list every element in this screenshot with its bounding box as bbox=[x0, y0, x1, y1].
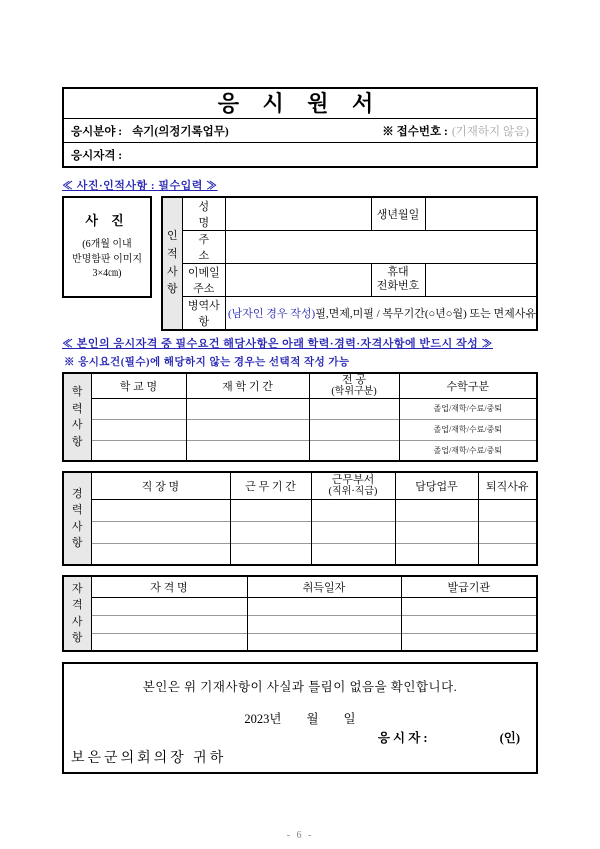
career-vertical-label: 경력사항 bbox=[63, 472, 91, 565]
military-service-input-cell[interactable] bbox=[225, 297, 537, 331]
field-value: 속기(의정기록업무) bbox=[132, 125, 229, 138]
address-label: 주 소 bbox=[182, 231, 225, 264]
work-period-input-cell[interactable] bbox=[230, 543, 311, 565]
enrollment-period-header: 재 학 기 간 bbox=[186, 373, 309, 398]
duty-input-cell[interactable] bbox=[395, 521, 478, 543]
department-input-cell[interactable] bbox=[311, 499, 395, 521]
qualification-label: 응시자격 : bbox=[71, 149, 123, 162]
duty-input-cell[interactable] bbox=[395, 543, 478, 565]
issuing-agency-input-cell[interactable] bbox=[401, 615, 537, 633]
certificate-name-input-cell[interactable] bbox=[91, 597, 247, 615]
acquisition-date-input-cell[interactable] bbox=[247, 597, 401, 615]
workplace-header: 직 장 명 bbox=[91, 472, 230, 499]
enrollment-period-input-cell[interactable] bbox=[186, 440, 309, 461]
photo-note-line1: (6개월 이내 bbox=[82, 239, 132, 251]
email-input-cell[interactable] bbox=[225, 264, 371, 297]
photo-personal-section bbox=[62, 196, 538, 331]
receipt-note: (기재하지 않음) bbox=[451, 125, 529, 138]
duty-input-cell[interactable] bbox=[395, 499, 478, 521]
resignation-reason-input-cell[interactable] bbox=[478, 499, 537, 521]
certificate-vertical-label: 자격사항 bbox=[63, 576, 91, 651]
major-input-cell[interactable] bbox=[309, 419, 399, 440]
personal-vertical-label: 인적사항 bbox=[162, 197, 182, 330]
applicant-label: 응 시 자 : bbox=[377, 731, 428, 745]
requirements-subnote: ※ 응시요건(필수)에 해당하지 않는 경우는 선택적 작성 가능 bbox=[64, 357, 350, 368]
military-note-blue: (남자인 경우 작성) bbox=[227, 308, 316, 320]
field-row bbox=[64, 118, 536, 142]
acquisition-date-input-cell[interactable] bbox=[247, 615, 401, 633]
work-period-input-cell[interactable] bbox=[230, 499, 311, 521]
email-label: 이메일주소 bbox=[182, 264, 225, 297]
duty-header: 담당업무 bbox=[395, 472, 478, 499]
resignation-reason-header: 퇴직사유 bbox=[478, 472, 537, 499]
certificate-name-input-cell[interactable] bbox=[91, 633, 247, 651]
photo-note-line2: 반명함판 이미지 bbox=[71, 253, 143, 265]
major-header: 전 공 (학위구분) bbox=[309, 373, 399, 398]
mobile-phone-input-cell[interactable] bbox=[425, 264, 537, 297]
career-table bbox=[62, 471, 538, 566]
signature-input-area[interactable] bbox=[428, 728, 500, 746]
form-title: 응 시 원 서 bbox=[217, 91, 383, 116]
school-name-input-cell[interactable] bbox=[91, 398, 186, 419]
acquisition-date-header: 취득일자 bbox=[247, 576, 401, 597]
photo-note-line3: 3×4㎝) bbox=[92, 268, 122, 280]
workplace-input-cell[interactable] bbox=[91, 499, 230, 521]
declaration-statement: 본인은 위 기재사항이 사실과 틀림이 없음을 확인합니다. bbox=[142, 680, 458, 694]
requirements-heading: ≪ 본인의 응시자격 중 필수요건 해당사항은 아래 학력·경력·자격사항에 반드시 작성 ≫ bbox=[62, 338, 493, 350]
certificate-name-input-cell[interactable] bbox=[91, 615, 247, 633]
declaration-date: 2023년 월 일 bbox=[244, 712, 356, 726]
completion-options[interactable]: 졸업/재학/수료/중퇴 bbox=[399, 440, 537, 461]
issuing-agency-input-cell[interactable] bbox=[401, 597, 537, 615]
qualification-input-area[interactable] bbox=[132, 143, 529, 166]
birthdate-input-cell[interactable] bbox=[425, 197, 537, 231]
mobile-phone-label: 휴대 전화번호 bbox=[371, 264, 425, 297]
seal-label: (인) bbox=[499, 731, 520, 745]
resignation-reason-input-cell[interactable] bbox=[478, 543, 537, 565]
military-service-label: 병역사항 bbox=[182, 297, 225, 331]
qualification-row bbox=[64, 142, 536, 166]
applicant-signature-row bbox=[378, 728, 520, 746]
work-period-input-cell[interactable] bbox=[230, 521, 311, 543]
enrollment-period-input-cell[interactable] bbox=[186, 398, 309, 419]
certificate-table bbox=[62, 575, 538, 652]
issuing-agency-header: 발급기관 bbox=[401, 576, 537, 597]
form-header-box bbox=[62, 87, 538, 168]
certificate-name-header: 자 격 명 bbox=[91, 576, 247, 597]
department-input-cell[interactable] bbox=[311, 521, 395, 543]
photo-title: 사 진 bbox=[85, 213, 129, 229]
name-input-cell[interactable] bbox=[225, 197, 371, 231]
form-content bbox=[62, 87, 538, 841]
receipt-label: ※ 접수번호 : bbox=[382, 125, 448, 138]
department-input-cell[interactable] bbox=[311, 543, 395, 565]
page-number: - 6 - bbox=[286, 830, 314, 841]
personal-info-table bbox=[161, 196, 538, 331]
military-note-black: 필,면제,미필 / 복무기간(○년○월) 또는 면제사유 bbox=[315, 308, 536, 320]
school-name-header: 학 교 명 bbox=[91, 373, 186, 398]
department-header: 근무부서 (직위·직급) bbox=[311, 472, 395, 499]
address-input-cell[interactable] bbox=[225, 231, 537, 264]
photo-personal-heading: ≪ 사진·인적사항 : 필수입력 ≫ bbox=[62, 180, 218, 192]
workplace-input-cell[interactable] bbox=[91, 521, 230, 543]
completion-options[interactable]: 졸업/재학/수료/중퇴 bbox=[399, 398, 537, 419]
education-table bbox=[62, 372, 538, 462]
major-input-cell[interactable] bbox=[309, 398, 399, 419]
birthdate-label: 생년월일 bbox=[371, 197, 425, 231]
field-label: 응시분야 : bbox=[71, 125, 123, 138]
completion-type-header: 수학구분 bbox=[399, 373, 537, 398]
receipt-number-area bbox=[382, 123, 529, 139]
education-vertical-label: 학력사항 bbox=[63, 373, 91, 461]
work-period-header: 근 무 기 간 bbox=[230, 472, 311, 499]
school-name-input-cell[interactable] bbox=[91, 440, 186, 461]
declaration-box bbox=[62, 662, 538, 774]
enrollment-period-input-cell[interactable] bbox=[186, 419, 309, 440]
major-input-cell[interactable] bbox=[309, 440, 399, 461]
recipient-line: 보은군의회의장 귀하 bbox=[71, 751, 227, 766]
completion-options[interactable]: 졸업/재학/수료/중퇴 bbox=[399, 419, 537, 440]
resignation-reason-input-cell[interactable] bbox=[478, 521, 537, 543]
issuing-agency-input-cell[interactable] bbox=[401, 633, 537, 651]
name-label: 성 명 bbox=[182, 197, 225, 231]
workplace-input-cell[interactable] bbox=[91, 543, 230, 565]
photo-placeholder-box[interactable] bbox=[62, 196, 152, 298]
acquisition-date-input-cell[interactable] bbox=[247, 633, 401, 651]
school-name-input-cell[interactable] bbox=[91, 419, 186, 440]
